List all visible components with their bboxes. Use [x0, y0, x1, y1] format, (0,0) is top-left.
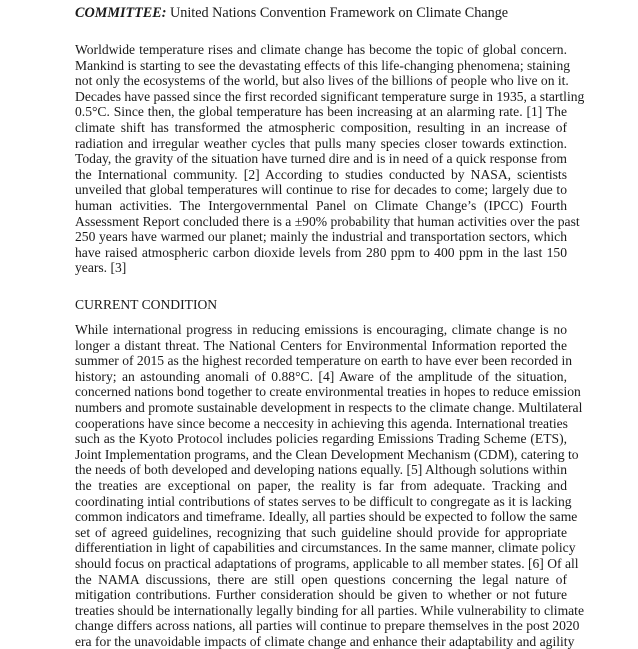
text-line: the needs of both developed and developing nations equally. [5] Although solutions within	[75, 462, 567, 478]
text-line: Mankind is starting to see the devastating effects of this life-changing phenomena; staining	[75, 57, 571, 73]
text-line: cooperations have since become a neccesity in achieving this agenda. International treaties	[75, 415, 568, 431]
text-line: concerned nations bond together to create environmental treaties in hopes to reduce emission	[75, 384, 581, 400]
text-line: mitigation contributions. Further consideration should be given to whether or not future	[75, 587, 567, 603]
text-line: differentiation in light of capabilities and circumstances. In the same manner, climate policy	[75, 540, 576, 556]
text-line: Today, the gravity of the situation have turned dire and is in need of a quick response from	[75, 151, 567, 167]
text-line: years. [3]	[75, 260, 127, 276]
text-line: Assessment Report concluded there is a ±90% probability that human activities over the past	[75, 213, 580, 229]
text-line: era for the unavoidable impacts of climate change and enhance their adaptability and agility	[75, 633, 575, 649]
text-line: Worldwide temperature rises and climate change has become the topic of global concern.	[75, 42, 567, 57]
text-line: common indicators and timeframe. Ideally, all parties should be expected to follow the same	[75, 509, 578, 525]
committee-label: COMMITTEE:	[75, 5, 167, 21]
text-line: summer of 2015 as the highest recorded temperature on earth to have ever been recorded in	[75, 353, 573, 369]
text-line: numbers and promote sustainable development in respects to the climate change. Multilateral	[75, 399, 583, 415]
text-line: the International community. [2] According to studies conducted by NASA, scientists	[75, 166, 567, 182]
text-line: change differs across nations, all parties will continue to prepare themselves in the post 2020	[75, 618, 580, 634]
text-line: history; an astounding anomali of 0.88°C. [4] Aware of the amplitude of the situation,	[75, 368, 567, 384]
text-line: Joint Implementation programs, and the Clean Development Mechanism (CDM), catering to	[75, 446, 579, 462]
text-line: not only the ecosystems of the world, but also lives of the billions of people who live on it.	[75, 73, 569, 89]
committee-value: United Nations Convention Framework on Climate Change	[170, 5, 509, 21]
text-line: longer a distant threat. The National Centers for Environmental Information reported the	[75, 337, 567, 353]
section-heading: CURRENT CONDITION	[75, 297, 218, 312]
text-line: unveiled that global temperatures will continue to rise for decades to come; largely due to	[75, 182, 567, 198]
text-line: climate shift has transformed the atmospheric composition, resulting in an increase of	[75, 119, 567, 135]
intro-paragraph	[75, 42, 585, 276]
current-condition-paragraph	[75, 322, 584, 649]
text-line: radiation and irregular weather cycles that pulls many species closer towards extinction.	[75, 135, 567, 151]
text-line: the treaties are exceptional on paper, the reality is far from adequate. Tracking and	[75, 477, 567, 493]
text-line: Decades have passed since the first recorded significant temperature surge in 1935, a startling	[75, 88, 585, 104]
text-line: 0.5°C. Since then, the global temperature has been increasing at an alarming rate. [1] The	[75, 104, 567, 120]
text-line: such as the Kyoto Protocol includes policies regarding Emissions Trading Scheme (ETS),	[75, 431, 567, 447]
text-line: should focus on practical adaptations of programs, applicable to all member states. [6] Of all	[75, 555, 579, 571]
text-line: human activities. The Intergovernmental Panel on Climate Change’s (IPCC) Fourth	[75, 197, 567, 213]
text-line: 250 years have warmed our planet; mainly the industrial and transportation sectors, which	[75, 229, 567, 245]
text-line: have raised atmospheric carbon dioxide levels from 280 ppm to 400 ppm in the last 150	[75, 244, 567, 260]
committee-line	[75, 5, 508, 22]
text-line: treaties should be internationally legally binding for all parties. While vulnerability to climate	[75, 602, 584, 618]
text-line: the NAMA discussions, there are still open questions concerning the legal nature of	[75, 571, 567, 587]
text-line: coordinating intial contributions of states serves to be difficult to congregate as it is lacking	[75, 493, 572, 509]
text-line: While international progress in reducing emissions is encouraging, climate change is no	[75, 322, 567, 337]
text-line: set of agreed guidelines, recognizing that such guideline should provide for appropriate	[75, 524, 567, 540]
